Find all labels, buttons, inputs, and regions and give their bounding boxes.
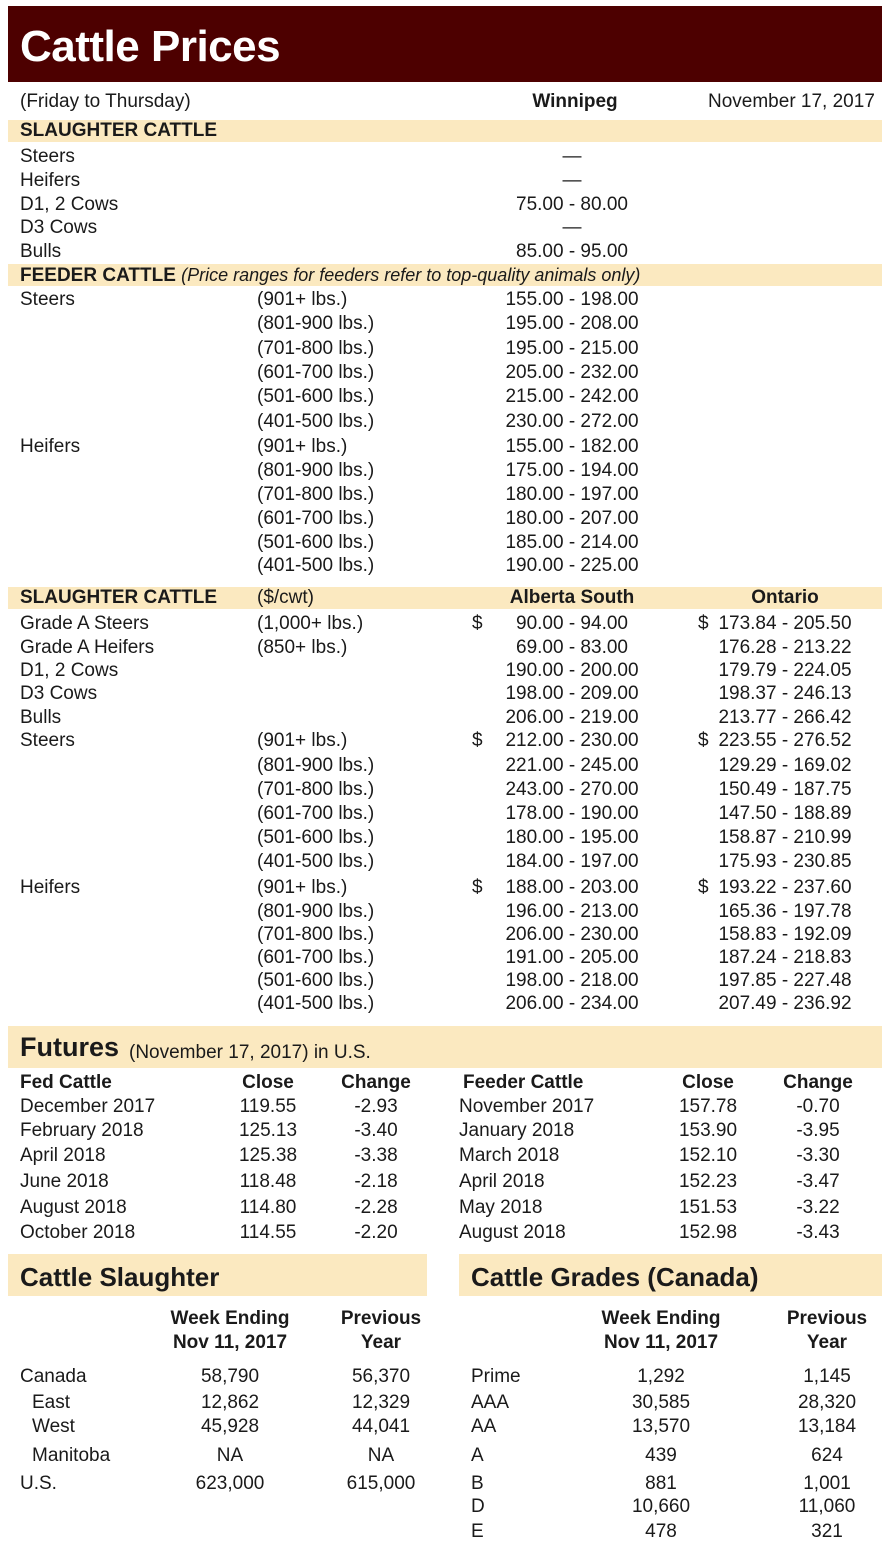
ontario-price: 158.87 - 210.99 [718, 827, 852, 848]
week-value: 13,570 [631, 1416, 691, 1437]
feeder-close: 152.98 [678, 1222, 738, 1243]
dollar-sign: $ [698, 877, 709, 898]
weight-class: (1,000+ lbs.) [257, 613, 364, 634]
price-range: 205.00 - 232.00 [505, 362, 639, 383]
row-label: Canada [20, 1366, 87, 1387]
table-row [0, 1390, 890, 1415]
ontario-price: 176.28 - 213.22 [718, 637, 852, 658]
grade-label: Prime [471, 1366, 521, 1387]
week-value: 58,790 [200, 1366, 260, 1387]
unit-label: ($/cwt) [257, 587, 314, 608]
row-label: Manitoba [32, 1445, 111, 1466]
table-row [0, 459, 890, 483]
row-label: Grade A Heifers [20, 637, 155, 658]
feeder-change-header: Change [783, 1072, 853, 1093]
table-row [0, 826, 890, 850]
weight-class: (901+ lbs.) [257, 877, 348, 898]
table-row [0, 1364, 890, 1389]
prev-value: 11,060 [798, 1496, 856, 1517]
row-label: Grade A Steers [20, 613, 149, 634]
row-label: Steers [20, 289, 75, 310]
price-range: 195.00 - 215.00 [505, 338, 639, 359]
alberta-price: 206.00 - 230.00 [505, 924, 639, 945]
week-value: 30,585 [631, 1392, 691, 1413]
weight-class: (401-500 lbs.) [257, 411, 375, 432]
price-range: — [562, 217, 582, 238]
table-row [0, 240, 890, 264]
price-range: 175.00 - 194.00 [505, 460, 639, 481]
slaughter-heading-band [8, 120, 882, 142]
alberta-price: 178.00 - 190.00 [505, 803, 639, 824]
fed-month: December 2017 [20, 1096, 156, 1117]
cattle-grades-band [459, 1254, 882, 1296]
table-row [0, 1169, 890, 1194]
table-row [0, 193, 890, 217]
fed-month: April 2018 [20, 1145, 106, 1166]
ontario-price: 198.37 - 246.13 [718, 683, 852, 704]
weight-class: (501-600 lbs.) [257, 386, 375, 407]
alberta-header: Alberta South [509, 587, 635, 608]
weight-class: (850+ lbs.) [257, 637, 348, 658]
ontario-price: 207.49 - 236.92 [718, 993, 852, 1014]
weight-class: (401-500 lbs.) [257, 993, 375, 1014]
weight-class: (601-700 lbs.) [257, 362, 375, 383]
feeder-change: -3.22 [796, 1197, 840, 1218]
ontario-price: 165.36 - 197.78 [718, 901, 852, 922]
feeder-note: (Price ranges for feeders refer to top-quality animals only) [181, 265, 641, 285]
table-row [0, 507, 890, 531]
ontario-price: 193.22 - 237.60 [718, 877, 852, 898]
prev-value: 321 [811, 1521, 843, 1542]
dollar-sign: $ [698, 730, 709, 751]
feeder-heading: FEEDER CATTLE [20, 265, 176, 286]
table-row [0, 969, 890, 993]
fed-change-header: Change [341, 1072, 411, 1093]
price-range: 190.00 - 225.00 [505, 555, 639, 576]
ontario-price: 223.55 - 276.52 [718, 730, 852, 751]
row-label: D1, 2 Cows [20, 660, 119, 681]
table-row [0, 876, 890, 900]
price-range: — [562, 170, 582, 191]
provincial-heading-band [8, 587, 882, 609]
price-range: 180.00 - 207.00 [505, 508, 639, 529]
ontario-header: Ontario [751, 587, 819, 608]
weight-class: (501-600 lbs.) [257, 970, 375, 991]
table-row [0, 216, 890, 240]
price-range: 195.00 - 208.00 [505, 313, 639, 334]
futures-subtitle: (November 17, 2017) in U.S. [129, 1042, 371, 1063]
slaughter-prev-header: Previous Year [340, 1308, 422, 1353]
cattle-slaughter-title: Cattle Slaughter [20, 1262, 220, 1292]
provincial-heading: SLAUGHTER CATTLE [20, 587, 218, 608]
weight-class: (701-800 lbs.) [257, 779, 375, 800]
fed-change: -3.40 [354, 1120, 398, 1141]
feeder-month: March 2018 [459, 1145, 560, 1166]
table-row [0, 1443, 890, 1468]
alberta-price: 90.00 - 94.00 [516, 613, 628, 634]
grades-week-header: Week Ending Nov 11, 2017 [601, 1308, 721, 1353]
fed-close: 114.80 [239, 1197, 297, 1218]
alberta-price: 206.00 - 234.00 [505, 993, 639, 1014]
date-label: November 17, 2017 [708, 91, 875, 112]
week-value: 881 [645, 1473, 677, 1494]
feeder-close: 157.78 [678, 1096, 738, 1117]
fed-close: 114.55 [239, 1222, 297, 1243]
table-row [0, 682, 890, 706]
feeder-close: 152.10 [678, 1145, 738, 1166]
dollar-sign: $ [472, 613, 483, 634]
title-bar [8, 6, 882, 82]
week-value: 10,660 [631, 1496, 691, 1517]
price-range: 215.00 - 242.00 [505, 386, 639, 407]
price-range: 230.00 - 272.00 [505, 411, 639, 432]
grade-label: B [471, 1473, 484, 1494]
fed-close: 125.13 [238, 1120, 298, 1141]
prev-value: 13,184 [797, 1416, 857, 1437]
alberta-price: 212.00 - 230.00 [505, 730, 639, 751]
fed-change: -2.93 [354, 1096, 398, 1117]
table-row [0, 706, 890, 730]
grade-label: AA [471, 1416, 497, 1437]
feeder-close: 151.53 [678, 1197, 738, 1218]
table-row [0, 1143, 890, 1168]
weight-class: (901+ lbs.) [257, 436, 348, 457]
fed-month: October 2018 [20, 1222, 136, 1243]
prev-value: 28,320 [797, 1392, 857, 1413]
table-row [0, 410, 890, 434]
table-row [0, 483, 890, 507]
fed-close: 125.38 [238, 1145, 298, 1166]
alberta-price: 206.00 - 219.00 [505, 707, 639, 728]
ontario-price: 175.93 - 230.85 [718, 851, 852, 872]
table-row [0, 531, 890, 555]
weight-class: (901+ lbs.) [257, 289, 348, 310]
weight-class: (701-800 lbs.) [257, 924, 375, 945]
alberta-price: 198.00 - 218.00 [505, 970, 639, 991]
alberta-price: 188.00 - 203.00 [505, 877, 639, 898]
row-label: D1, 2 Cows [20, 194, 119, 215]
week-value: 12,862 [200, 1392, 260, 1413]
alberta-price: 190.00 - 200.00 [505, 660, 639, 681]
table-row [0, 361, 890, 385]
table-row [0, 1494, 890, 1519]
week-value: 478 [645, 1521, 677, 1542]
price-range: 155.00 - 198.00 [505, 289, 639, 310]
alberta-price: 69.00 - 83.00 [516, 637, 628, 658]
market-label: Winnipeg [532, 91, 618, 112]
ontario-price: 147.50 - 188.89 [718, 803, 852, 824]
row-label: Steers [20, 146, 75, 167]
weight-class: (601-700 lbs.) [257, 508, 375, 529]
table-row [0, 1118, 890, 1143]
fed-change: -2.18 [354, 1171, 398, 1192]
row-label: D3 Cows [20, 217, 98, 238]
fed-month: June 2018 [20, 1171, 109, 1192]
prev-value: NA [367, 1445, 395, 1466]
alberta-price: 221.00 - 245.00 [505, 755, 639, 776]
table-row [0, 900, 890, 924]
table-row [0, 435, 890, 459]
weight-class: (501-600 lbs.) [257, 532, 375, 553]
table-row [0, 850, 890, 874]
table-row [0, 612, 890, 636]
fed-close-header: Close [242, 1072, 294, 1093]
week-value: 439 [645, 1445, 677, 1466]
weight-class: (801-900 lbs.) [257, 460, 375, 481]
alberta-price: 243.00 - 270.00 [505, 779, 639, 800]
week-value: 623,000 [195, 1473, 265, 1494]
cattle-slaughter-band [8, 1254, 427, 1296]
row-label: East [32, 1392, 71, 1413]
slaughter-week-header: Week Ending Nov 11, 2017 [170, 1308, 290, 1353]
weight-class: (801-900 lbs.) [257, 313, 375, 334]
feeder-month: May 2018 [459, 1197, 543, 1218]
table-row [0, 636, 890, 660]
table-row [0, 923, 890, 947]
header-row [0, 90, 890, 114]
dollar-sign: $ [472, 877, 483, 898]
weight-class: (601-700 lbs.) [257, 803, 375, 824]
ontario-price: 179.79 - 224.05 [718, 660, 852, 681]
fed-heading: Fed Cattle [20, 1072, 112, 1093]
feeder-heading-band [8, 264, 882, 286]
weight-class: (601-700 lbs.) [257, 947, 375, 968]
table-row [0, 145, 890, 169]
feeder-month: January 2018 [459, 1120, 575, 1141]
feeder-month: August 2018 [459, 1222, 566, 1243]
ontario-price: 173.84 - 205.50 [718, 613, 852, 634]
feeder-change: -3.95 [796, 1120, 840, 1141]
row-label: Heifers [20, 877, 81, 898]
ontario-price: 158.83 - 192.09 [718, 924, 852, 945]
fed-change: -3.38 [354, 1145, 398, 1166]
ontario-price: 129.29 - 169.02 [718, 755, 852, 776]
weight-class: (701-800 lbs.) [257, 484, 375, 505]
slaughter-heading: SLAUGHTER CATTLE [20, 120, 218, 141]
feeder-close: 153.90 [678, 1120, 738, 1141]
row-label: Heifers [20, 170, 81, 191]
prev-value: 624 [811, 1445, 843, 1466]
row-label: Bulls [20, 707, 62, 728]
feeder-month: April 2018 [459, 1171, 545, 1192]
week-value: NA [216, 1445, 244, 1466]
table-row [0, 169, 890, 193]
grade-label: A [471, 1445, 484, 1466]
table-row [0, 1471, 890, 1496]
row-label: Bulls [20, 241, 62, 262]
fed-month: August 2018 [20, 1197, 127, 1218]
weight-class: (901+ lbs.) [257, 730, 348, 751]
row-label: U.S. [20, 1473, 57, 1494]
fed-close: 118.48 [239, 1171, 297, 1192]
fed-change: -2.20 [354, 1222, 398, 1243]
futures-heading-band [8, 1026, 882, 1068]
price-range: 185.00 - 214.00 [505, 532, 639, 553]
table-row [0, 337, 890, 361]
price-range: 75.00 - 80.00 [516, 194, 628, 215]
fed-change: -2.28 [354, 1197, 398, 1218]
weight-class: (401-500 lbs.) [257, 851, 375, 872]
alberta-price: 191.00 - 205.00 [505, 947, 639, 968]
row-label: Heifers [20, 436, 81, 457]
dollar-sign: $ [698, 613, 709, 634]
weight-class: (501-600 lbs.) [257, 827, 375, 848]
prev-value: 1,145 [803, 1366, 851, 1387]
table-row [0, 754, 890, 778]
prev-value: 56,370 [351, 1366, 411, 1387]
alberta-price: 184.00 - 197.00 [505, 851, 639, 872]
table-row [0, 385, 890, 409]
table-row [0, 778, 890, 802]
alberta-price: 198.00 - 209.00 [505, 683, 639, 704]
feeder-change: -3.43 [796, 1222, 840, 1243]
alberta-price: 196.00 - 213.00 [505, 901, 639, 922]
week-value: 1,292 [637, 1366, 685, 1387]
table-row [0, 1414, 890, 1439]
feeder-heading-futures: Feeder Cattle [463, 1072, 584, 1093]
feeder-close: 152.23 [678, 1171, 738, 1192]
grades-prev-header: Previous Year [786, 1308, 868, 1353]
table-row [0, 288, 890, 312]
table-row [0, 554, 890, 578]
weight-class: (801-900 lbs.) [257, 755, 375, 776]
weight-class: (801-900 lbs.) [257, 901, 375, 922]
weight-class: (701-800 lbs.) [257, 338, 375, 359]
dollar-sign: $ [472, 730, 483, 751]
prev-value: 12,329 [351, 1392, 411, 1413]
table-row [0, 802, 890, 826]
table-row [0, 312, 890, 336]
table-row [0, 946, 890, 970]
ontario-price: 197.85 - 227.48 [718, 970, 852, 991]
feeder-month: November 2017 [459, 1096, 595, 1117]
feeder-change: -3.30 [796, 1145, 840, 1166]
price-range: 180.00 - 197.00 [505, 484, 639, 505]
table-row [0, 1094, 890, 1119]
price-range: — [562, 146, 582, 167]
alberta-price: 180.00 - 195.00 [505, 827, 639, 848]
page-title: Cattle Prices [20, 22, 281, 71]
table-row [0, 729, 890, 753]
grade-label: D [471, 1496, 485, 1517]
table-row [0, 992, 890, 1016]
futures-title: Futures [20, 1032, 120, 1062]
prev-value: 1,001 [803, 1473, 851, 1494]
weight-class: (401-500 lbs.) [257, 555, 375, 576]
table-row [0, 1519, 890, 1544]
row-label: Steers [20, 730, 75, 751]
table-row [0, 1220, 890, 1245]
ontario-price: 150.49 - 187.75 [718, 779, 852, 800]
grade-label: AAA [471, 1392, 510, 1413]
price-range: 155.00 - 182.00 [505, 436, 639, 457]
grade-label: E [471, 1521, 484, 1542]
row-label: West [32, 1416, 75, 1437]
futures-header-row [0, 1070, 890, 1095]
prev-value: 615,000 [346, 1473, 416, 1494]
ontario-price: 213.77 - 266.42 [718, 707, 852, 728]
feeder-change: -3.47 [796, 1171, 840, 1192]
ontario-price: 187.24 - 218.83 [718, 947, 852, 968]
period-label: (Friday to Thursday) [20, 91, 191, 112]
table-row [0, 1195, 890, 1220]
fed-month: February 2018 [20, 1120, 144, 1141]
feeder-change: -0.70 [796, 1096, 840, 1117]
price-range: 85.00 - 95.00 [516, 241, 628, 262]
week-value: 45,928 [200, 1416, 260, 1437]
row-label: D3 Cows [20, 683, 98, 704]
prev-value: 44,041 [351, 1416, 411, 1437]
cattle-grades-title: Cattle Grades (Canada) [471, 1262, 759, 1292]
table-row [0, 659, 890, 683]
feeder-close-header: Close [682, 1072, 734, 1093]
fed-close: 119.55 [239, 1096, 297, 1117]
